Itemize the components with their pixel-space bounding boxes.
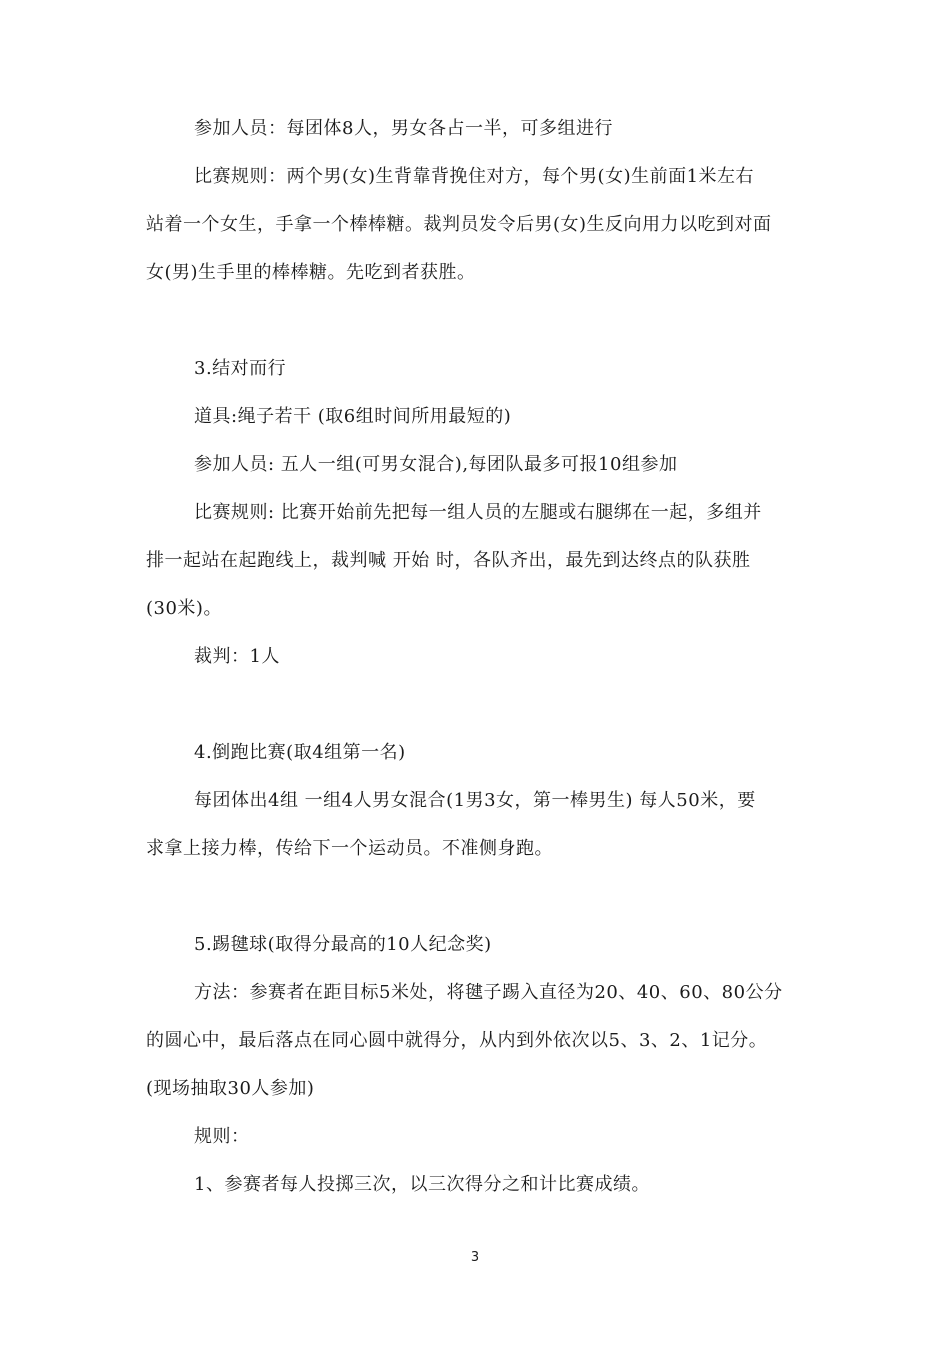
method-line: 方法：参赛者在距目标5米处，将毽子踢入直径为20、40、60、80公分 bbox=[194, 982, 783, 1003]
rule-item: 1、参赛者每人投掷三次，以三次得分之和计比赛成绩。 bbox=[194, 1174, 650, 1195]
section-title: 4.倒跑比赛(取4组第一名) bbox=[194, 742, 406, 763]
props-line: 道具:绳子若干 (取6组时间所用最短的) bbox=[194, 406, 512, 427]
rules-line: 排一起站在起跑线上，裁判喊 开始 时，各队齐出，最先到达终点的队获胜 bbox=[146, 550, 751, 571]
method-line: 的圆心中，最后落点在同心圆中就得分，从内到外依次以5、3、2、1记分。 bbox=[146, 1030, 768, 1051]
method-line: (现场抽取30人参加) bbox=[146, 1078, 315, 1099]
body-line: 每团体出4组 一组4人男女混合(1男3女，第一棒男生) 每人50米，要 bbox=[194, 790, 756, 811]
rules-line: (30米)。 bbox=[146, 598, 222, 619]
page-number: 3 bbox=[470, 1250, 480, 1265]
rules-line: 站着一个女生，手拿一个棒棒糖。裁判员发令后男(女)生反向用力以吃到对面 bbox=[146, 214, 772, 235]
section-title: 3.结对而行 bbox=[194, 358, 287, 379]
rules-line: 比赛规则: 比赛开始前先把每一组人员的左腿或右腿绑在一起，多组并 bbox=[194, 502, 762, 523]
body-line: 求拿上接力棒，传给下一个运动员。不准侧身跑。 bbox=[146, 838, 553, 859]
section-title: 5.踢毽球(取得分最高的10人纪念奖) bbox=[194, 934, 492, 955]
rules-line: 女(男)生手里的棒棒糖。先吃到者获胜。 bbox=[146, 262, 476, 283]
referee-line: 裁判：1人 bbox=[194, 646, 280, 667]
rules-line: 比赛规则：两个男(女)生背靠背挽住对方，每个男(女)生前面1米左右 bbox=[194, 166, 755, 187]
participants-line: 参加人员：每团体8人，男女各占一半，可多组进行 bbox=[194, 118, 613, 139]
rules-heading: 规则： bbox=[194, 1126, 250, 1147]
participants-line: 参加人员: 五人一组(可男女混合),每团队最多可报10组参加 bbox=[194, 454, 678, 475]
